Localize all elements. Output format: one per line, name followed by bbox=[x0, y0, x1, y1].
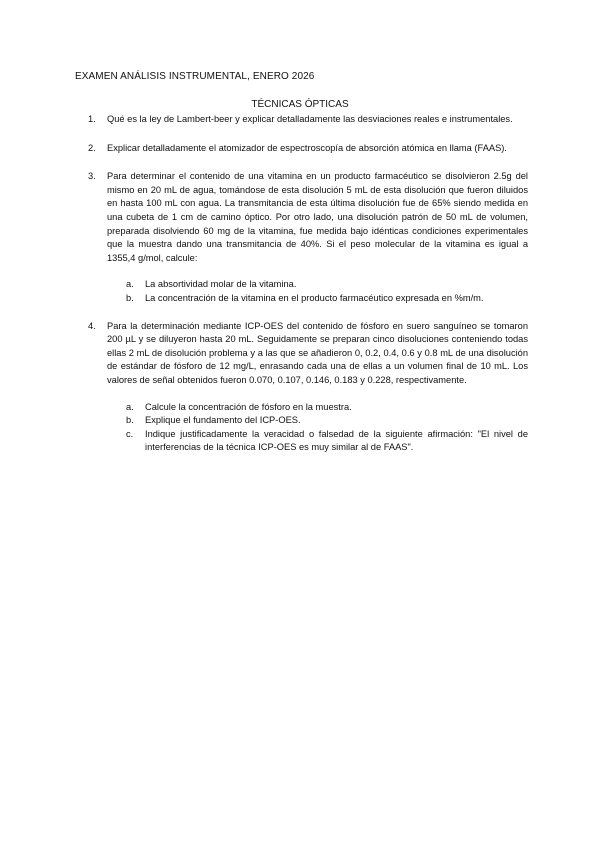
subquestion-letter: b. bbox=[126, 415, 134, 426]
subquestion-text: Calcule la concentración de fósforo en la muestra. bbox=[145, 401, 352, 412]
subquestion-text: La absortividad molar de la vitamina. bbox=[145, 279, 297, 290]
question-text: Qué es la ley de Lambert-beer y explicar detalladamente las desviaciones reales e instrumentales. bbox=[107, 114, 513, 124]
section-title-text: TÉCNICAS ÓPTICAS bbox=[251, 99, 349, 110]
subquestion-letter: a. bbox=[126, 279, 134, 290]
subquestion-a bbox=[126, 401, 528, 415]
question-number: 2. bbox=[88, 142, 96, 153]
subquestion-c bbox=[126, 428, 528, 455]
subquestion-list bbox=[107, 401, 528, 455]
question-number: 4. bbox=[88, 320, 96, 331]
question-number: 3. bbox=[88, 171, 96, 182]
question-1 bbox=[88, 113, 528, 127]
section-title bbox=[0, 99, 600, 110]
subquestion-list bbox=[107, 278, 528, 305]
subquestion-letter: b. bbox=[126, 292, 134, 303]
question-number: 1. bbox=[88, 114, 96, 124]
subquestion-text: Explique el fundamento del ICP-OES. bbox=[145, 415, 301, 426]
question-text: Para la determinación mediante ICP-OES del contenido de fósforo en suero sanguíneo se tomaron 200 µL y se diluyeron hasta 20 mL. Seguidamente se preparan cinco disoluciones conteniendo todas ellas 2 mL de disolución problema y a las que se añadieron 0, 0.2, 0.4, 0.6 y 0.8 mL de una disolución de estándar de fósforo de 12 mg/L, enrasando cada una de ellas a un volumen final de 10 mL. Los valores de señal obtenidos fueron 0.070, 0.107, 0.146, 0.183 y 0.228, respectivamente. bbox=[107, 320, 528, 385]
subquestion-text: La concentración de la vitamina en el producto farmacéutico expresada en %m/m. bbox=[145, 292, 484, 303]
question-list bbox=[88, 113, 528, 455]
subquestion-b bbox=[126, 414, 528, 428]
question-text: Para determinar el contenido de una vitamina en un producto farmacéutico se disolvieron 2.5g del mismo en 20 mL de agua, tomándose de esta disolución 5 mL de esta disolución que fueron diluidos en hasta 100 mL con agua. La transmitancia de esta última disolución fue de 65% siendo medida en una cubeta de 1 cm de camino óptico. Por otro lado, una disolución patrón de 50 mL de volumen, preparada disolviendo 60 mg de la vitamina, fue medida bajo idénticas condiciones experimentales que la muestra dando una transmitancia de 40%. Si el peso molecular de la vitamina es igual a 1355,4 g/mol, calcule: bbox=[107, 171, 528, 263]
subquestion-b bbox=[126, 292, 528, 306]
subquestion-text: Indique justificadamente la veracidad o falsedad de la siguiente afirmación: "El nivel de interferencias de la técnica ICP-OES es muy similar al de FAAS". bbox=[145, 428, 528, 453]
question-3 bbox=[88, 170, 528, 305]
question-2 bbox=[88, 142, 528, 156]
subquestion-a bbox=[126, 278, 528, 292]
subquestion-letter: a. bbox=[126, 401, 134, 412]
exam-title: EXAMEN ANÁLISIS INSTRUMENTAL, ENERO 2026 bbox=[75, 71, 315, 82]
question-4 bbox=[88, 320, 528, 455]
subquestion-letter: c. bbox=[126, 428, 134, 439]
question-text: Explicar detalladamente el atomizador de espectroscopía de absorción atómica en llama (FAAS). bbox=[107, 142, 507, 153]
